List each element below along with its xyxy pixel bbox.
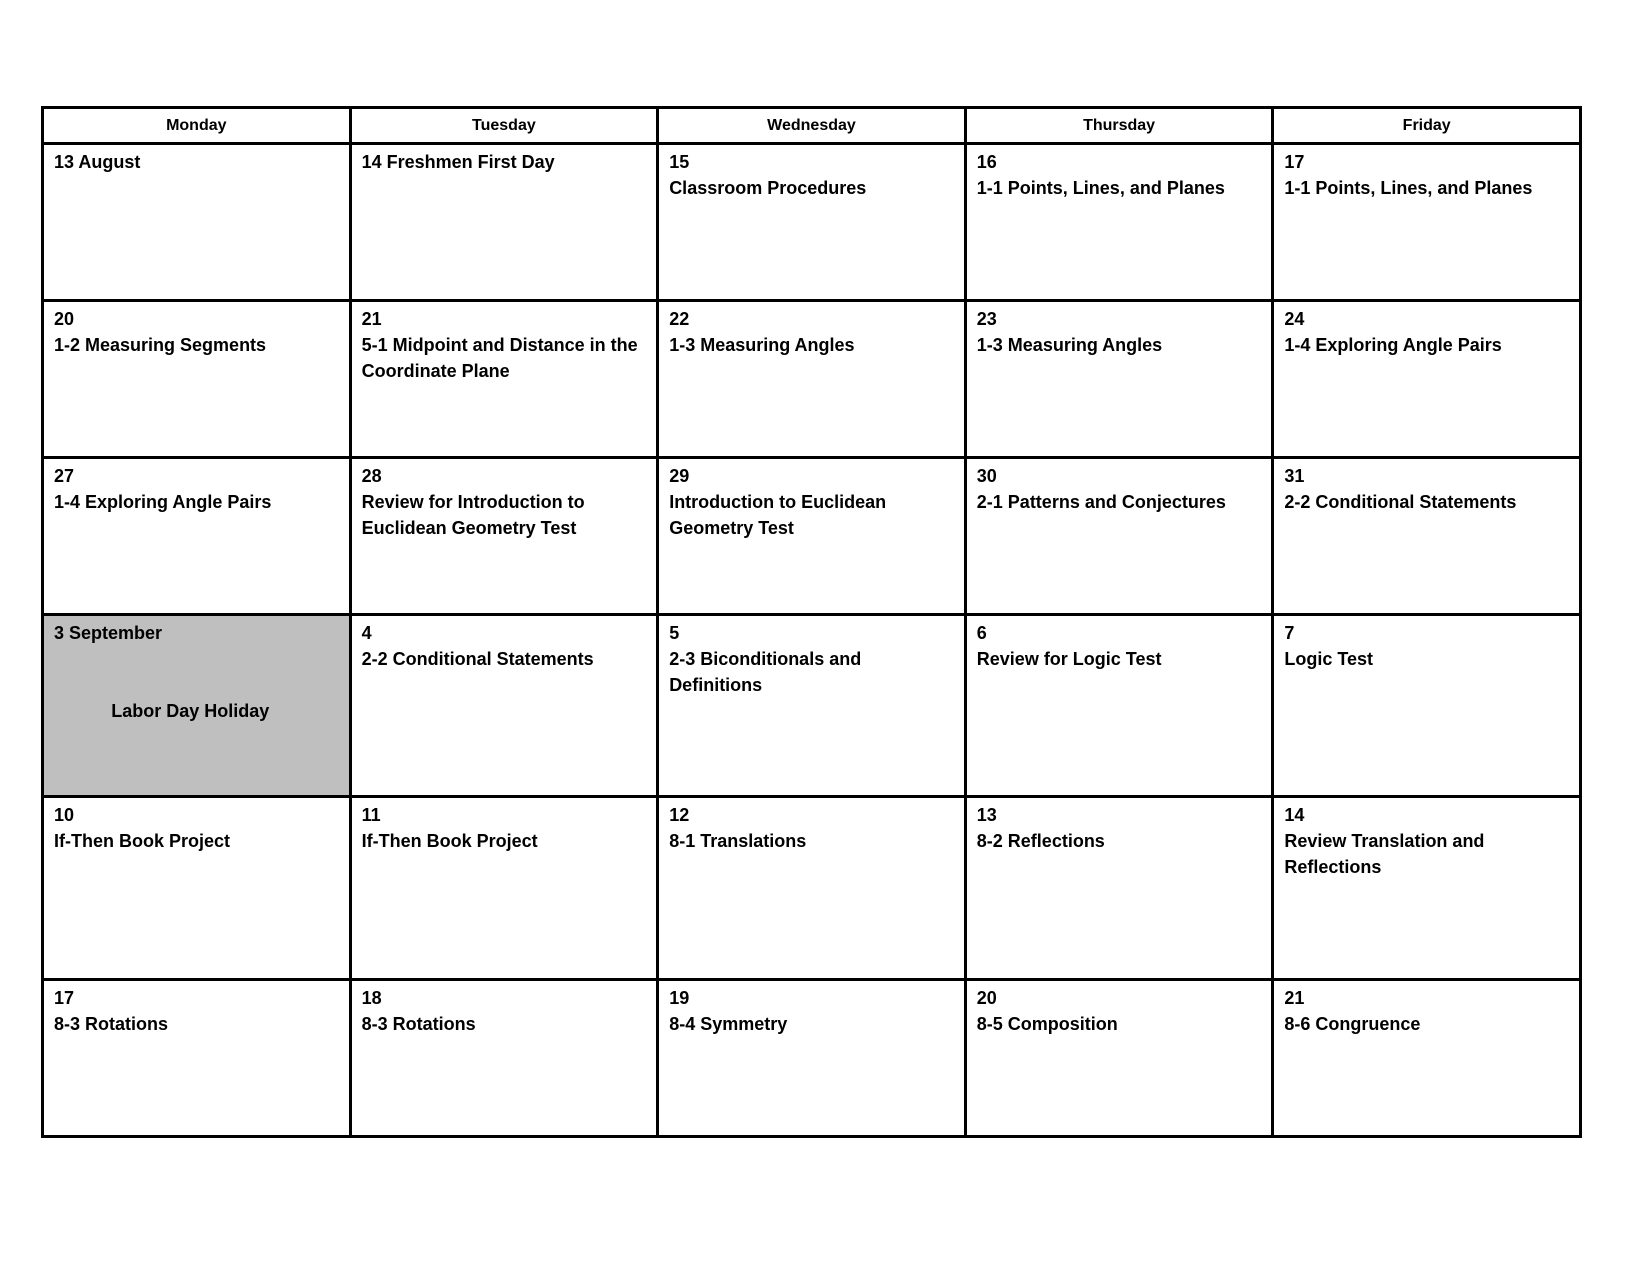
day-cell-content [1274, 459, 1579, 515]
day-cell-friday [1273, 797, 1581, 980]
day-cell-content [44, 616, 349, 724]
day-number: 30 [976, 466, 997, 486]
lesson-entry: If-Then Book Project [361, 831, 538, 851]
day-cell-content [1274, 302, 1579, 358]
week-row [43, 797, 1581, 980]
week-row [43, 980, 1581, 1137]
calendar-table [41, 106, 1582, 1138]
day-number: 17 [1284, 152, 1305, 172]
day-cell-wednesday [658, 797, 966, 980]
day-cell-wednesday [658, 615, 966, 797]
day-number: 29 [669, 466, 690, 486]
day-number: 13 [976, 805, 997, 825]
day-cell-content [967, 981, 1272, 1037]
day-number: 5 [669, 623, 680, 643]
day-cell-friday [1273, 458, 1581, 615]
week-row [43, 144, 1581, 301]
day-number: 17 [54, 988, 75, 1008]
day-cell-tuesday [350, 615, 658, 797]
day-cell-monday [43, 797, 351, 980]
day-cell-wednesday [658, 980, 966, 1137]
day-cell-monday [43, 980, 351, 1137]
day-cell-content [1274, 798, 1579, 880]
day-cell-content [44, 798, 349, 854]
lesson-entry: 5-1 Midpoint and Distance in the Coordinate Plane [361, 335, 638, 381]
day-cell-content [44, 459, 349, 515]
day-cell-content [659, 302, 964, 358]
day-cell-thursday [965, 615, 1273, 797]
day-cell-wednesday [658, 458, 966, 615]
lesson-entry: 2-2 Conditional Statements [1284, 492, 1517, 512]
day-number: 28 [361, 466, 382, 486]
day-number: 31 [1284, 466, 1305, 486]
day-number: 12 [669, 805, 690, 825]
lesson-entry: 1-3 Measuring Angles [669, 335, 855, 355]
day-cell-content [352, 302, 657, 384]
week-row [43, 301, 1581, 458]
lesson-entry: 8-4 Symmetry [669, 1014, 788, 1034]
day-number: 20 [54, 309, 75, 329]
header-monday: Monday [43, 108, 351, 144]
lesson-entry: 2-3 Biconditionals and Definitions [669, 649, 862, 695]
day-cell-content [44, 981, 349, 1037]
day-cell-friday [1273, 301, 1581, 458]
day-cell-content [659, 459, 964, 541]
day-number: 16 [976, 152, 997, 172]
week-row [43, 615, 1581, 797]
day-cell-wednesday [658, 301, 966, 458]
header-wednesday: Wednesday [658, 108, 966, 144]
day-cell-content [967, 459, 1272, 515]
day-cell-content [659, 798, 964, 854]
day-number: 11 [361, 805, 381, 825]
lesson-entry: 8-3 Rotations [54, 1014, 169, 1034]
day-number: 18 [361, 988, 382, 1008]
day-cell-content [44, 145, 349, 175]
day-cell-tuesday [350, 797, 658, 980]
day-cell-content [352, 616, 657, 672]
day-cell-content [352, 981, 657, 1037]
day-cell-wednesday [658, 144, 966, 301]
day-cell-content [967, 616, 1272, 672]
day-cell-tuesday [350, 144, 658, 301]
day-cell-monday [43, 144, 351, 301]
day-number: 4 [361, 623, 372, 643]
day-cell-content [967, 798, 1272, 854]
day-cell-monday [43, 301, 351, 458]
day-number: 24 [1284, 309, 1305, 329]
day-cell-thursday [965, 458, 1273, 615]
lesson-entry: 1-2 Measuring Segments [54, 335, 267, 355]
lesson-entry: If-Then Book Project [54, 831, 231, 851]
lesson-entry: 8-3 Rotations [361, 1014, 476, 1034]
day-number: 10 [54, 805, 75, 825]
day-cell-friday [1273, 615, 1581, 797]
lesson-entry: Review for Introduction to Euclidean Geometry Test [361, 492, 585, 538]
week-row [43, 458, 1581, 615]
header-tuesday: Tuesday [350, 108, 658, 144]
day-cell-content [352, 145, 657, 175]
day-cell-thursday [965, 797, 1273, 980]
lesson-entry: 1-1 Points, Lines, and Planes [1284, 178, 1533, 198]
day-cell-monday [43, 615, 351, 797]
day-number: 6 [976, 623, 987, 643]
day-cell-content [44, 302, 349, 358]
day-cell-content [1274, 981, 1579, 1037]
lesson-entry: Logic Test [1284, 649, 1374, 669]
day-number: 27 [54, 466, 75, 486]
day-cell-content [659, 145, 964, 201]
header-thursday: Thursday [965, 108, 1273, 144]
day-cell-content [967, 145, 1272, 201]
lesson-entry: 1-1 Points, Lines, and Planes [976, 178, 1225, 198]
day-cell-tuesday [350, 301, 658, 458]
day-number: 21 [1284, 988, 1305, 1008]
day-number: 14 Freshmen First Day [361, 152, 555, 172]
lesson-entry: 8-5 Composition [976, 1014, 1118, 1034]
lesson-entry: 8-1 Translations [669, 831, 807, 851]
day-cell-thursday [965, 301, 1273, 458]
lesson-entry: 8-6 Congruence [1284, 1014, 1421, 1034]
lesson-entry: Review for Logic Test [976, 649, 1162, 669]
lesson-entry: 2-1 Patterns and Conjectures [976, 492, 1226, 512]
day-cell-content [352, 798, 657, 854]
day-cell-content [352, 459, 657, 541]
lesson-entry: 2-2 Conditional Statements [361, 649, 594, 669]
day-cell-monday [43, 458, 351, 615]
day-cell-thursday [965, 980, 1273, 1137]
lesson-entry: 1-3 Measuring Angles [976, 335, 1163, 355]
weekday-header-row [43, 108, 1581, 144]
day-number: 13 August [54, 152, 141, 172]
day-cell-thursday [965, 144, 1273, 301]
lesson-entry: 1-4 Exploring Angle Pairs [54, 492, 272, 512]
lesson-entry: Classroom Procedures [669, 178, 867, 198]
day-cell-tuesday [350, 458, 658, 615]
day-cell-content [967, 302, 1272, 358]
day-cell-content [659, 981, 964, 1037]
day-cell-content [659, 616, 964, 698]
holiday-note: Labor Day Holiday [111, 701, 270, 721]
day-number: 7 [1284, 623, 1295, 643]
lesson-entry: 1-4 Exploring Angle Pairs [1284, 335, 1502, 355]
day-cell-friday [1273, 144, 1581, 301]
lesson-entry: Review Translation and Reflections [1284, 831, 1485, 877]
day-number: 23 [976, 309, 997, 329]
lesson-entry: Introduction to Euclidean Geometry Test [669, 492, 887, 538]
day-number: 3 September [54, 623, 163, 643]
header-friday: Friday [1273, 108, 1581, 144]
day-number: 14 [1284, 805, 1305, 825]
day-number: 15 [669, 152, 690, 172]
day-number: 19 [669, 988, 690, 1008]
day-number: 22 [669, 309, 690, 329]
day-number: 20 [976, 988, 997, 1008]
day-cell-content [1274, 145, 1579, 201]
day-cell-content [1274, 616, 1579, 672]
day-cell-tuesday [350, 980, 658, 1137]
lesson-entry: 8-2 Reflections [976, 831, 1105, 851]
day-number: 21 [361, 309, 382, 329]
day-cell-friday [1273, 980, 1581, 1137]
